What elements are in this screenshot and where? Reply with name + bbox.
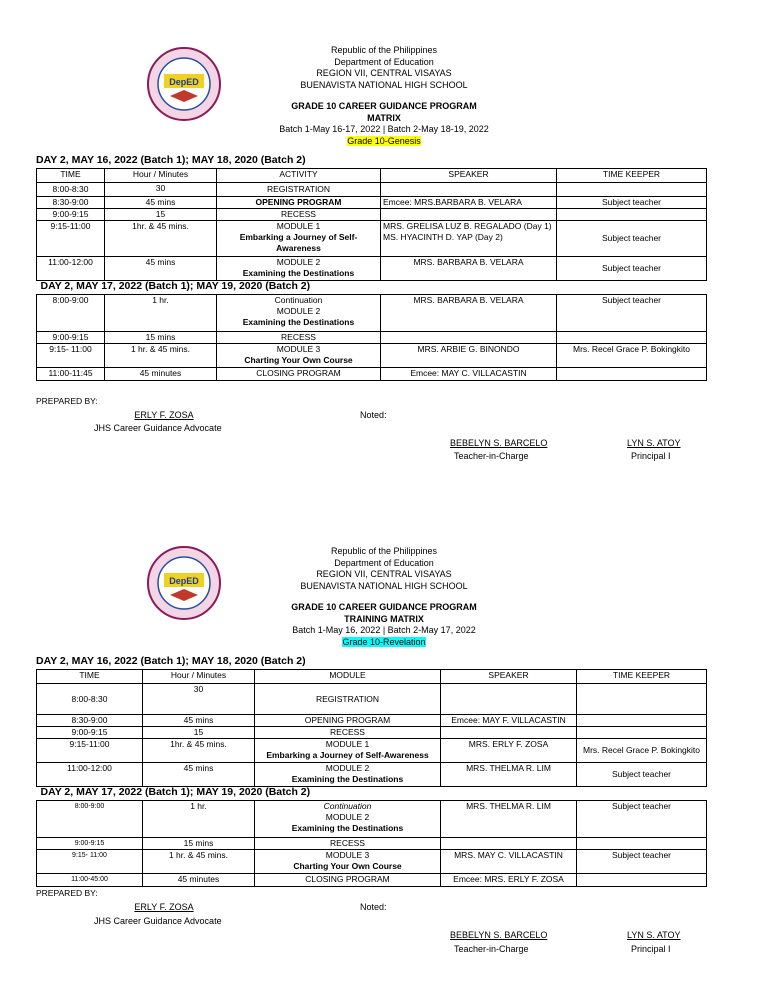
cell-duration: 1 hr. & 45 mins.: [143, 850, 255, 874]
cell-speaker: MRS. ERLY F. ZOSA: [441, 739, 577, 763]
col-header: Hour / Minutes: [105, 169, 217, 183]
table-row: [37, 257, 707, 281]
cell-time: 9:15-11:00: [37, 221, 105, 257]
cell-time: 11:00-12:00: [37, 257, 105, 281]
cell-time: 9:00-9:15: [37, 332, 105, 344]
cell-duration: 45 mins: [105, 257, 217, 281]
cell-speaker: Emcee: MRS.BARBARA B. VELARA: [381, 197, 557, 209]
col-header: SPEAKER: [441, 670, 577, 684]
cell-time: 8:00-8:30: [37, 684, 143, 715]
table-row: [37, 197, 707, 209]
preparer-role: JHS Career Guidance Advocate: [94, 423, 222, 433]
tic-name: BEBELYN S. BARCELO: [450, 438, 548, 448]
cell-activity: REGISTRATION: [217, 183, 381, 197]
header-line: REGION VII, CENTRAL VISAYAS: [316, 569, 452, 579]
principal-name: LYN S. ATOY: [627, 930, 681, 940]
col-header: Hour / Minutes: [143, 670, 255, 684]
cell-activity: OPENING PROGRAM: [217, 197, 381, 209]
table-row: [37, 209, 707, 221]
cell-timekeeper: Mrs. Recel Grace P. Bokingkito: [577, 739, 707, 763]
cell-time: 9:00-9:15: [37, 838, 143, 850]
cell-time: 8:00-9:00: [37, 295, 105, 332]
module-label: MODULE 1: [325, 739, 370, 749]
module-label: MODULE 3: [325, 850, 370, 860]
table-row: [37, 838, 707, 850]
cell-duration: 1 hr.: [105, 295, 217, 332]
cell-timekeeper: Subject teacher: [577, 801, 707, 838]
cell-duration: 45 mins: [143, 715, 255, 727]
cell-speaker: MRS. BARBARA B. VELARA: [381, 295, 557, 332]
col-header: SPEAKER: [381, 169, 557, 183]
cell-duration: 1hr. & 45 mins.: [143, 739, 255, 763]
batch-dates: Batch 1-May 16-17, 2022 | Batch 2-May 18-19, 2022: [279, 124, 489, 134]
module-title: Charting Your Own Course: [244, 355, 353, 365]
principal-role: Principal I: [631, 944, 671, 954]
cell-activity: CLOSING PROGRAM: [255, 874, 441, 887]
table-row: [37, 850, 707, 874]
tic-name: BEBELYN S. BARCELO: [450, 930, 548, 940]
cell-duration: 30: [105, 183, 217, 197]
table-header-row: [37, 169, 707, 183]
schedule-table: [36, 669, 707, 887]
table-row: [37, 763, 707, 787]
page-header: [0, 546, 768, 648]
cell-time: 8:00-8:30: [37, 183, 105, 197]
cell-duration: 15: [105, 209, 217, 221]
table-row: [37, 874, 707, 887]
cell-time: 11:00-12:00: [37, 763, 143, 787]
cell-duration: 30: [143, 684, 255, 715]
day-heading: DAY 2, MAY 16, 2022 (Batch 1); MAY 18, 2020 (Batch 2): [36, 655, 306, 667]
cell-activity: REGISTRATION: [255, 684, 441, 715]
day-heading-row: [37, 787, 707, 801]
header-line: Republic of the Philippines: [330, 546, 438, 556]
table-row: [37, 727, 707, 739]
module-label: MODULE 2: [276, 306, 321, 316]
header-line: BUENAVISTA NATIONAL HIGH SCHOOL: [300, 580, 468, 591]
tic-role: Teacher-in-Charge: [454, 944, 529, 954]
module-label: MODULE 2: [276, 257, 321, 267]
cell-activity: RECESS: [217, 209, 381, 221]
cell-speaker: MRS. ARBIE G. BINONDO: [381, 344, 557, 368]
cell-activity: [217, 295, 381, 332]
col-header: TIME: [37, 670, 143, 684]
cell-speaker: [381, 221, 557, 257]
day-heading-row: [37, 281, 707, 295]
cell-speaker: [381, 332, 557, 344]
day-heading: DAY 2, MAY 17, 2022 (Batch 1); MAY 19, 2020 (Batch 2): [37, 281, 707, 295]
cell-timekeeper: Subject teacher: [577, 763, 707, 787]
table-row: [37, 801, 707, 838]
header-line: Republic of the Philippines: [330, 45, 438, 55]
cell-activity: RECESS: [217, 332, 381, 344]
col-header: TIME KEEPER: [577, 670, 707, 684]
module-label: MODULE 2: [325, 763, 370, 773]
table-row: [37, 295, 707, 332]
cell-activity: RECESS: [255, 838, 441, 850]
cell-timekeeper: [557, 183, 707, 197]
module-label: MODULE 1: [276, 221, 321, 231]
module-title: Examining the Destinations: [291, 823, 404, 833]
cell-duration: 1 hr. & 45 mins.: [105, 344, 217, 368]
table-row: [37, 183, 707, 197]
cell-activity: [255, 850, 441, 874]
tic-role: Teacher-in-Charge: [454, 451, 529, 461]
cell-duration: 45 mins: [143, 763, 255, 787]
cell-time: 11:00-45:00: [37, 874, 143, 887]
program-subtitle: TRAINING MATRIX: [344, 613, 424, 624]
cell-timekeeper: Subject teacher: [557, 197, 707, 209]
cell-speaker: Emcee: MAY F. VILLACASTIN: [441, 715, 577, 727]
table-row: [37, 221, 707, 257]
cell-speaker: [441, 684, 577, 715]
cell-speaker: [381, 209, 557, 221]
module-title: Embarking a Journey of Self-Awareness: [239, 232, 358, 253]
cell-speaker: Emcee: MRS. ERLY F. ZOSA: [441, 874, 577, 887]
module-note: Continuation: [274, 295, 323, 305]
cell-time: 9:15-11:00: [37, 739, 143, 763]
cell-timekeeper: [577, 715, 707, 727]
header-line: Department of Education: [334, 56, 434, 67]
cell-time: 8:30-9:00: [37, 197, 105, 209]
cell-time: 9:00-9:15: [37, 727, 143, 739]
cell-timekeeper: [577, 727, 707, 739]
cell-timekeeper: [577, 874, 707, 887]
cell-timekeeper: [557, 209, 707, 221]
cell-speaker: Emcee: MAY C. VILLACASTIN: [381, 368, 557, 381]
cell-duration: 45 minutes: [143, 874, 255, 887]
svg-text:DepED: DepED: [169, 576, 199, 586]
cell-activity: [255, 763, 441, 787]
table-row: [37, 715, 707, 727]
table-row: [37, 368, 707, 381]
cell-activity: [255, 739, 441, 763]
module-label: MODULE 3: [276, 344, 321, 354]
prepared-by-label: PREPARED BY:: [36, 396, 98, 406]
noted-label: Noted:: [360, 410, 387, 420]
cell-activity: [217, 344, 381, 368]
speaker-name: MS. HYACINTH D. YAP (Day 2): [383, 232, 503, 242]
cell-timekeeper: Mrs. Recel Grace P. Bokingkito: [557, 344, 707, 368]
col-header: ACTIVITY: [217, 169, 381, 183]
grade-section: Grade 10-Genesis: [347, 135, 421, 146]
module-note: Continuation: [323, 801, 372, 811]
module-title: Charting Your Own Course: [293, 861, 402, 871]
col-header: TIME: [37, 169, 105, 183]
cell-speaker: MRS. BARBARA B. VELARA: [381, 257, 557, 281]
table-row: [37, 332, 707, 344]
cell-time: 9:15- 11:00: [37, 344, 105, 368]
cell-timekeeper: [577, 838, 707, 850]
page-header: [0, 45, 768, 147]
cell-activity: [217, 221, 381, 257]
cell-timekeeper: Subject teacher: [577, 850, 707, 874]
cell-time: 9:15- 11:00: [37, 850, 143, 874]
cell-activity: [217, 257, 381, 281]
speaker-name: MRS. GRELISA LUZ B. REGALADO (Day 1): [383, 221, 552, 231]
cell-timekeeper: [557, 368, 707, 381]
preparer-name: ERLY F. ZOSA: [134, 410, 194, 420]
module-title: Embarking a Journey of Self-Awareness: [266, 750, 429, 760]
cell-activity: RECESS: [255, 727, 441, 739]
cell-speaker: [381, 183, 557, 197]
program-title: GRADE 10 CAREER GUIDANCE PROGRAM: [291, 101, 477, 111]
batch-dates: Batch 1-May 16, 2022 | Batch 2-May 17, 2022: [292, 625, 476, 635]
cell-timekeeper: Subject teacher: [557, 221, 707, 257]
cell-duration: 15 mins: [143, 838, 255, 850]
table-row: [37, 684, 707, 715]
preparer-name: ERLY F. ZOSA: [134, 902, 194, 912]
prepared-by-label: PREPARED BY:: [36, 888, 98, 898]
principal-name: LYN S. ATOY: [627, 438, 681, 448]
cell-timekeeper: [557, 332, 707, 344]
cell-duration: 1hr. & 45 mins.: [105, 221, 217, 257]
header-line: BUENAVISTA NATIONAL HIGH SCHOOL: [300, 79, 468, 90]
principal-role: Principal I: [631, 451, 671, 461]
cell-time: 11:00-11:45: [37, 368, 105, 381]
cell-time: 8:00-9:00: [37, 801, 143, 838]
col-header: MODULE: [255, 670, 441, 684]
program-subtitle: MATRIX: [367, 112, 401, 123]
col-header: TIME KEEPER: [557, 169, 707, 183]
module-title: Examining the Destinations: [242, 317, 355, 327]
table-header-row: [37, 670, 707, 684]
cell-speaker: [441, 727, 577, 739]
cell-duration: 15: [143, 727, 255, 739]
day-heading: DAY 2, MAY 17, 2022 (Batch 1); MAY 19, 2020 (Batch 2): [37, 787, 707, 801]
cell-speaker: MRS. THELMA R. LIM: [441, 763, 577, 787]
program-title: GRADE 10 CAREER GUIDANCE PROGRAM: [291, 602, 477, 612]
cell-activity: [255, 801, 441, 838]
day-heading: DAY 2, MAY 16, 2022 (Batch 1); MAY 18, 2020 (Batch 2): [36, 154, 306, 166]
header-line: REGION VII, CENTRAL VISAYAS: [316, 68, 452, 78]
cell-duration: 45 mins: [105, 197, 217, 209]
cell-timekeeper: Subject teacher: [557, 257, 707, 281]
grade-section: Grade 10-Revelation: [342, 636, 426, 647]
cell-speaker: [441, 838, 577, 850]
module-label: MODULE 2: [325, 812, 370, 822]
cell-time: 9:00-9:15: [37, 209, 105, 221]
cell-activity: OPENING PROGRAM: [255, 715, 441, 727]
svg-text:DepED: DepED: [169, 77, 199, 87]
noted-label: Noted:: [360, 902, 387, 912]
cell-timekeeper: [577, 684, 707, 715]
schedule-table: [36, 168, 707, 381]
header-line: Department of Education: [334, 557, 434, 568]
cell-speaker: MRS. MAY C. VILLACASTIN: [441, 850, 577, 874]
cell-duration: 15 mins: [105, 332, 217, 344]
table-row: [37, 344, 707, 368]
cell-activity: CLOSING PROGRAM: [217, 368, 381, 381]
cell-speaker: MRS. THELMA R. LIM: [441, 801, 577, 838]
cell-timekeeper: Subject teacher: [557, 295, 707, 332]
module-title: Examining the Destinations: [242, 268, 355, 278]
cell-duration: 45 minutes: [105, 368, 217, 381]
preparer-role: JHS Career Guidance Advocate: [94, 916, 222, 926]
table-row: [37, 739, 707, 763]
module-title: Examining the Destinations: [291, 774, 404, 784]
cell-duration: 1 hr.: [143, 801, 255, 838]
cell-time: 8:30-9:00: [37, 715, 143, 727]
